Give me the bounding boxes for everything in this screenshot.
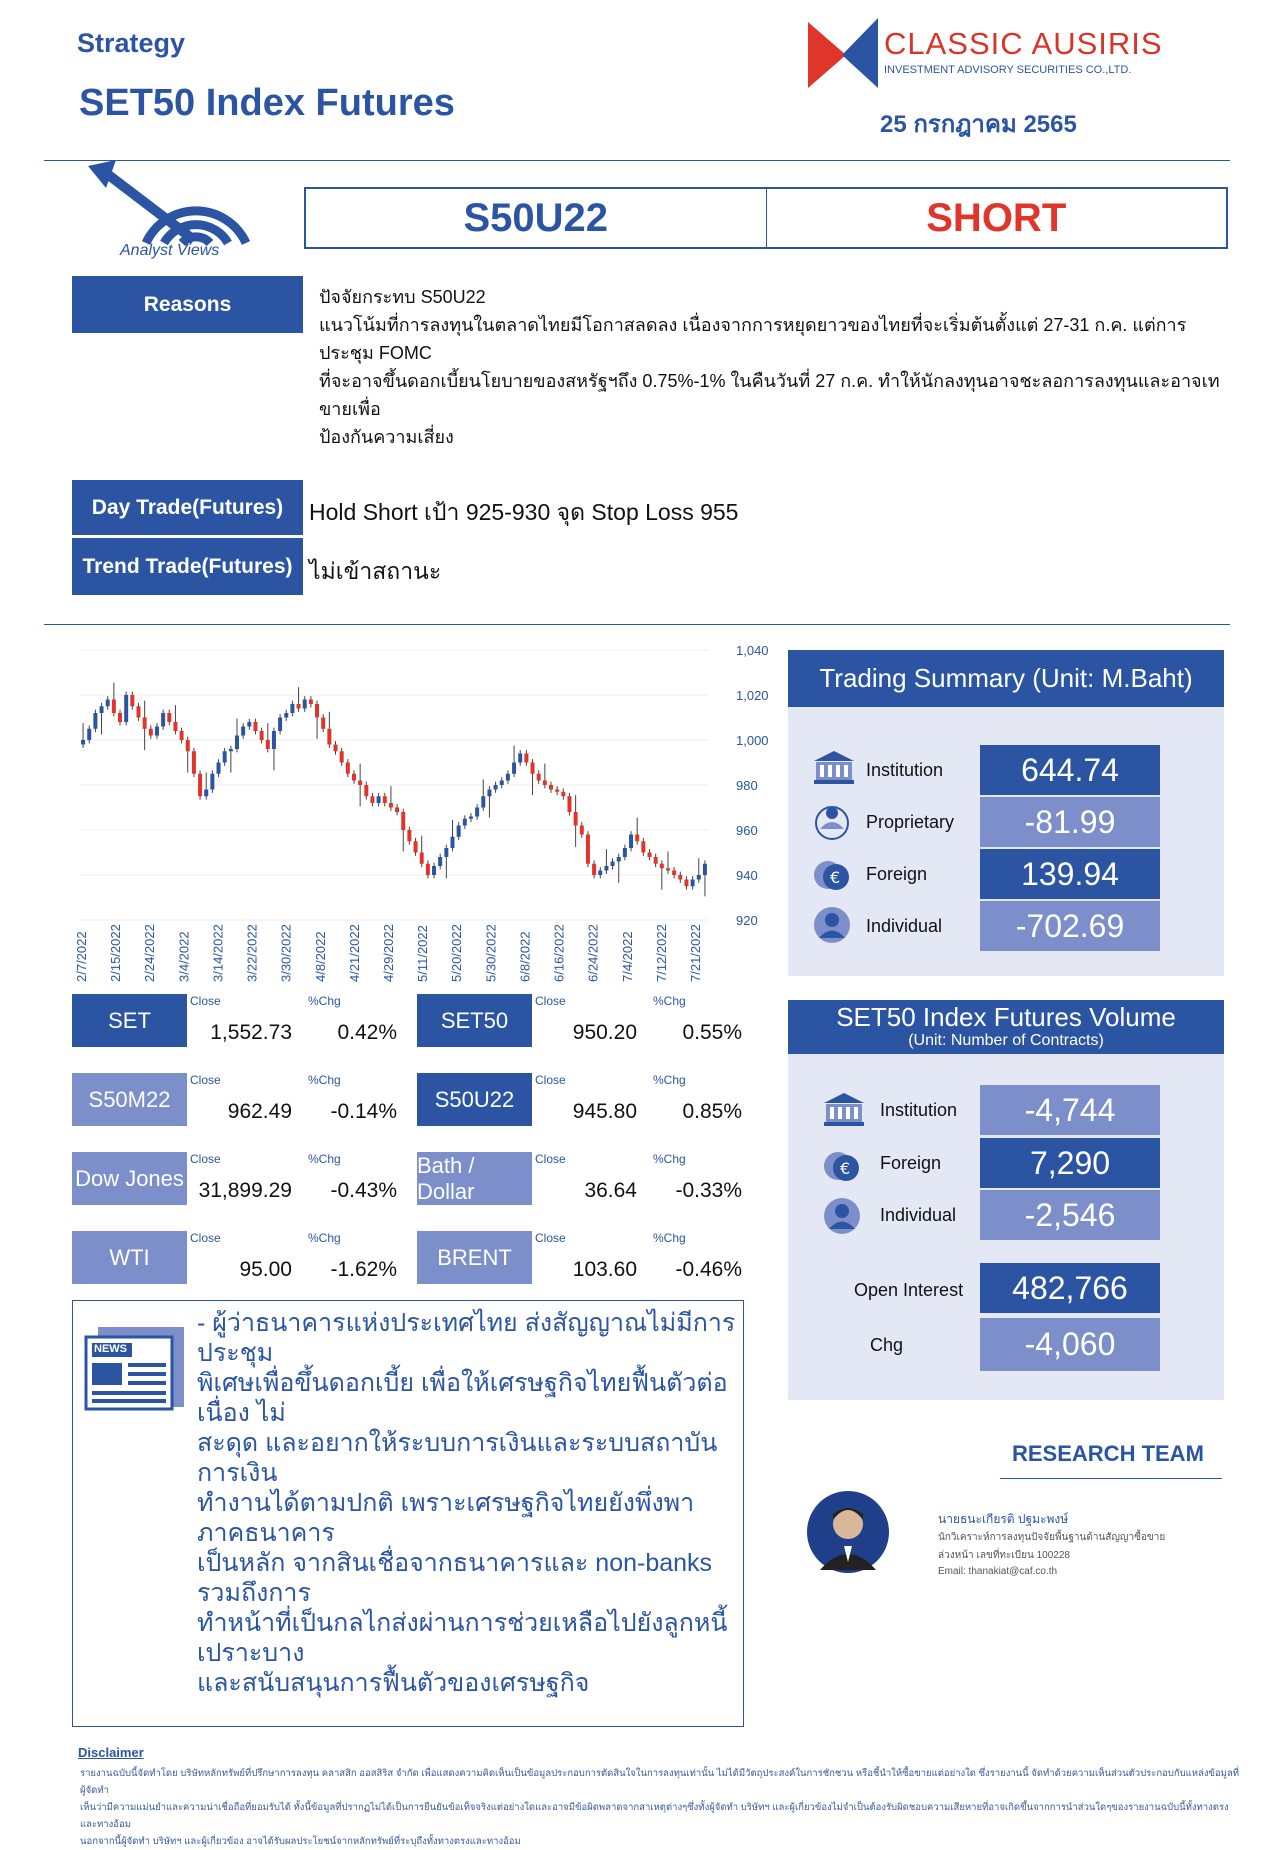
target-dart-icon [86,158,256,248]
candle-body [130,695,134,706]
candle-body [364,785,368,796]
reasons-label: Reasons [72,276,303,333]
candle-body [297,704,301,709]
candle-body [253,722,257,731]
individual-person-icon [812,905,852,950]
contract-code: S50U22 [306,189,767,247]
y-tick-label: 1,040 [736,643,769,658]
news-text [197,1308,737,1698]
close-value: 36.64 [584,1179,637,1202]
candle-body [543,781,547,786]
candle-body [481,796,485,807]
brand-subtitle: INVESTMENT ADVISORY SECURITIES CO.,LTD. [884,64,1132,76]
summary-row-value: -81.99 [980,797,1160,847]
candle-body [223,751,227,762]
news-line: ทำหน้าที่เป็นกลไกส่งผ่านการช่วยเหลือไปยังลูกหนี้เปราะบาง [197,1609,728,1667]
x-tick-label: 3/14/2022 [210,924,226,982]
y-tick-label: 960 [736,823,758,838]
pct-change-label: %Chg [308,1073,341,1087]
close-value: 95.00 [239,1258,292,1281]
x-tick-label: 7/21/2022 [688,924,703,982]
candle-body [512,763,516,774]
candle-body [635,835,639,842]
news-line: - ผู้ว่าธนาคารแห่งประเทศไทย ส่งสัญญาณไม่มีการประชุม [197,1309,736,1367]
candle-body [654,857,658,864]
candle-body [561,792,565,797]
x-tick-label: 2/15/2022 [108,924,124,982]
pct-change-label: %Chg [308,1152,341,1166]
summary-row-label: Foreign [866,864,928,884]
summary-row-value: 139.94 [980,849,1160,899]
candle-body [81,740,85,745]
candle-body [247,722,251,727]
volume-row-label: Institution [880,1100,958,1120]
brand-logo-icon [808,18,878,90]
market-name: S50M22 [72,1073,187,1126]
candle-body [155,727,159,736]
y-tick-label: 980 [736,778,758,793]
summary-row-label: Individual [866,916,943,936]
candle-body [309,700,313,705]
close-label: Close [535,1231,566,1245]
summary-row-value: -702.69 [980,901,1160,951]
y-tick-label: 920 [736,913,758,928]
y-tick-label: 1,000 [736,733,769,748]
close-value: 962.49 [227,1100,292,1123]
pct-change-label: %Chg [653,994,686,1008]
candle-body [358,781,362,786]
candle-body [580,826,584,835]
candle-body [217,763,221,774]
brand-name: CLASSIC AUSIRIS [884,26,1163,61]
candle-body [229,749,233,751]
open-interest-label: Open Interest [854,1280,964,1300]
disclaimer-title: Disclaimer [78,1745,144,1760]
foreign-money-icon [812,853,854,898]
volume-row-label: Foreign [880,1153,942,1173]
candle-body [500,781,504,786]
candle-body [426,864,430,875]
close-value: 945.80 [572,1100,637,1123]
market-name: S50U22 [417,1073,532,1126]
close-label: Close [190,1231,221,1245]
section-label: Strategy [77,28,186,58]
candle-body [494,785,498,790]
candle-body [438,857,442,866]
page-title: SET50 Index Futures [79,82,455,124]
disclaimer-text [80,1765,1240,1850]
candle-body [315,704,319,718]
pct-change-value: -0.46% [675,1258,742,1281]
close-label: Close [535,994,566,1008]
candle-body [518,754,522,763]
close-label: Close [535,1152,566,1166]
candle-body [617,857,621,862]
candle-body [684,880,688,887]
candle-body [444,848,448,857]
candle-body [567,796,571,812]
candle-body [531,763,535,774]
research-divider [1000,1478,1222,1479]
candle-body [93,713,97,729]
reason-line: ที่จะอาจขึ้นดอกเบี้ยนโยบายของสหรัฐฯถึง 0.75%-1% ในคืนวันที่ 27 ก.ค. ทำให้นักลงทุนอาจชะลอการลงทุนและอาจเทขายเพื่อ [319,371,1220,419]
candle-body [136,706,140,717]
candle-body [395,808,399,813]
candle-body [469,817,473,819]
market-name: BRENT [417,1231,532,1284]
candle-body [272,731,276,749]
candle-body [260,731,264,740]
candle-body [475,808,479,817]
candle-body [210,774,214,790]
market-name: SET50 [417,994,532,1047]
news-line: และสนับสนุนการฟื้นตัวของเศรษฐกิจ [197,1669,590,1697]
x-tick-label: 5/11/2022 [415,925,431,982]
candle-body [241,727,245,736]
volume-subtitle: (Unit: Number of Contracts) [908,1032,1104,1049]
research-team-title: RESEARCH TEAM [1012,1441,1204,1466]
close-value: 103.60 [572,1258,637,1281]
candle-body [703,864,707,875]
candle-body [432,866,436,875]
x-tick-label: 5/30/2022 [483,924,499,982]
disclaimer-line: นอกจากนี้ผู้จัดทำ บริษัทฯ และผู้เกี่ยวข้อง อาจได้รับผลประโยชน์จากหลักทรัพย์ที่ระบุถึงทั้งทางตรงและทางอ้อม [80,1836,521,1847]
candle-body [691,880,695,887]
summary-row-value: 644.74 [980,745,1160,795]
volume-row-value: -4,744 [980,1085,1160,1135]
x-tick-label: 5/20/2022 [449,924,465,982]
news-line: ทำงานได้ตามปกติ เพราะเศรษฐกิจไทยยังพึ่งพาภาคธนาคาร [197,1489,695,1547]
volume-row-value: -2,546 [980,1190,1160,1240]
trend-trade-label: Trend Trade(Futures) [72,538,303,595]
analyst-role: นักวิเคราะห์การลงทุนปัจจัยพื้นฐานด้านสัญญาซื้อขาย [938,1532,1166,1543]
candle-body [407,830,411,841]
candle-body [611,862,615,867]
candle-body [180,731,184,740]
x-tick-label: 7/12/2022 [653,924,669,982]
candle-body [660,864,664,869]
candle-body [100,706,104,713]
x-tick-label: 3/4/2022 [176,931,192,982]
candle-body [629,835,633,849]
pct-change-label: %Chg [308,1231,341,1245]
candle-body [598,871,602,876]
close-value: 31,899.29 [198,1179,292,1202]
close-value: 950.20 [572,1021,637,1044]
candle-body [173,722,177,731]
x-tick-label: 3/22/2022 [244,924,260,982]
market-name: SET [72,994,187,1047]
market-name: WTI [72,1231,187,1284]
candle-body [383,796,387,803]
candle-body [506,774,510,781]
x-tick-label: 4/21/2022 [346,924,362,982]
candle-body [87,729,91,740]
pct-change-value: 0.85% [682,1100,742,1123]
market-name: Dow Jones [72,1152,187,1205]
pct-change-value: -0.43% [330,1179,397,1202]
candle-body [204,790,208,797]
close-label: Close [190,994,221,1008]
candle-body [487,790,491,797]
x-tick-label: 6/24/2022 [585,924,601,982]
individual-person-icon [822,1196,862,1241]
x-tick-label: 6/16/2022 [551,924,567,982]
candle-body [346,763,350,774]
pct-change-label: %Chg [653,1231,686,1245]
pct-change-value: -0.33% [675,1179,742,1202]
candle-body [604,866,608,871]
candle-body [124,695,128,722]
news-line: เป็นหลัก จากสินเชื่อจากธนาคารและ non-banks รวมถึงการ [197,1549,713,1607]
pct-change-value: 0.55% [682,1021,742,1044]
x-tick-label: 2/24/2022 [142,924,158,982]
candle-body [186,740,190,751]
candle-body [284,713,288,718]
pct-change-value: -1.62% [330,1258,397,1281]
candle-body [450,837,454,848]
candle-body [574,812,578,826]
x-tick-label: 6/8/2022 [517,931,533,982]
candle-body [370,796,374,803]
day-trade-label: Day Trade(Futures) [72,480,303,535]
candle-body [167,713,171,722]
candle-body [303,700,307,709]
analyst-views-label: Analyst Views [120,242,220,259]
candle-body [623,848,627,857]
oi-change-value: -4,060 [980,1318,1160,1371]
x-tick-label: 4/8/2022 [312,931,328,982]
candle-body [678,875,682,880]
reason-line: แนวโน้มที่การลงทุนในตลาดไทยมีโอกาสลดลง เนื่องจากการหยุดยาวของไทยที่จะเริ่มต้นตั้งแต่ 27-31 ก.ค. แต่การประชุม FOMC [319,315,1187,363]
candle-body [161,713,165,727]
candle-body [352,774,356,781]
candle-body [334,745,338,752]
day-trade-text: Hold Short เป้า 925-930 จุด Stop Loss 955 [309,499,739,525]
close-value: 1,552.73 [210,1021,292,1044]
candle-body [592,864,596,875]
volume-row-value: 7,290 [980,1138,1160,1188]
pct-change-value: -0.14% [330,1100,397,1123]
trend-trade-text: ไม่เข้าสถานะ [309,558,442,584]
disclaimer-line: เห็นว่ามีความแม่นยำและความน่าเชื่อถือที่ยอมรับได้ ทั้งนี้ข้อมูลที่ปรากฏไม่ได้เป็นการยืนยันข้อเท็จจริงแต่อย่างใดและอาจมีข้อผิดพลาดจากสาเหตุต่างๆซึ่งทั้งผู้จัดทำ บริษัทฯ และผู้เกี่ยวข้องไม่จำเป็นต้องรับผิดชอบความเสียหายที่อาจเกิดขึ้นจากการนำส่วนใดๆของรายงานฉบับนี้ทั้งทางตรงและทางอ้อม [80,1802,1229,1830]
candle-body [555,790,559,792]
candle-body [666,868,670,870]
candle-body [586,835,590,864]
candle-body [143,718,147,729]
summary-row-label: Institution [866,760,944,780]
pct-change-label: %Chg [653,1152,686,1166]
candle-body [321,718,325,729]
reasons-text [319,283,1239,451]
candle-body [389,803,393,808]
section-divider [44,624,1230,625]
close-label: Close [535,1073,566,1087]
volume-title-bar [788,1000,1224,1054]
analyst-name: นายธนะเกียรติ ปฐมะพงษ์ [938,1512,1069,1526]
reason-line: ป้องกันความเสี่ยง [319,427,454,447]
candle-body [697,875,701,880]
oi-change-label: Chg [870,1335,904,1355]
analyst-license: ล่วงหน้า เลขที่ทะเบียน 100228 [938,1550,1070,1561]
y-tick-label: 940 [736,868,758,883]
candle-body [414,841,418,852]
reason-line: ปัจจัยกระทบ S50U22 [319,287,486,307]
candle-body [106,700,110,707]
x-tick-label: 4/29/2022 [381,924,396,982]
close-label: Close [190,1073,221,1087]
candle-body [537,774,541,781]
pct-change-value: 0.42% [337,1021,397,1044]
trading-summary-title: Trading Summary (Unit: M.Baht) [788,650,1224,707]
set50-candlestick-chart [68,630,778,990]
summary-row-label: Proprietary [866,812,955,832]
proprietary-group-icon [812,801,852,846]
candle-body [327,729,331,745]
news-line: สะดุด และอยากให้ระบบการเงินและระบบสถาบันการเงิน [197,1429,718,1487]
x-tick-label: 7/4/2022 [619,931,635,982]
svg-text:€: € [830,868,841,887]
institution-building-icon [812,749,856,790]
candle-body [401,812,405,830]
candle-body [235,736,239,750]
institution-building-icon [822,1091,866,1132]
candle-body [420,853,424,864]
analyst-email[interactable]: Email: thanakiat@caf.co.th [938,1566,1058,1577]
candle-body [377,796,381,803]
report-date: 25 กรกฎาคม 2565 [880,111,1077,138]
candle-body [290,704,294,713]
market-indices [72,994,752,1294]
candle-body [112,700,116,714]
candle-body [198,774,202,797]
market-name: Bath / Dollar [417,1152,532,1205]
candle-body [340,751,344,762]
newspaper-icon [84,1325,186,1411]
candle-body [672,871,676,876]
candle-body [648,853,652,858]
candle-body [524,754,528,763]
candle-body [266,740,270,749]
volume-title: SET50 Index Futures Volume [836,1002,1176,1032]
close-label: Close [190,1152,221,1166]
candle-body [463,819,467,826]
pct-change-label: %Chg [653,1073,686,1087]
svg-text:€: € [840,1159,851,1178]
signal-box [304,187,1228,249]
volume-row-label: Individual [880,1205,957,1225]
y-tick-label: 1,020 [736,688,769,703]
news-badge: NEWS [94,1343,127,1355]
candle-body [149,729,153,736]
candle-body [549,785,553,790]
news-line: พิเศษเพื่อขึ้นดอกเบี้ย เพื่อให้เศรษฐกิจไทยฟื้นตัวต่อเนื่อง ไม่ [197,1369,728,1427]
disclaimer-line: รายงานฉบับนี้จัดทำโดย บริษัทหลักทรัพย์ที่ปรึกษาการลงทุน คลาสสิก ออสสิริส จำกัด เพื่อแสดงความคิดเห็นเป็นข้อมูลประกอบการตัดสินใจในการลงทุนเท่านั้น ไม่ได้มีวัตถุประสงค์ในการชักชวน หรือชี้นำให้ซื้อขายแต่อย่างใด ซึ่งรายงานนี้ จัดทำด้วยความเห็นส่วนตัวประกอบกับแหล่งข้อมูลที่ผู้จัดทำ [80,1768,1240,1796]
foreign-money-icon [822,1144,864,1189]
candle-body [192,751,196,774]
x-tick-label: 2/7/2022 [74,931,89,982]
candle-body [457,826,461,837]
open-interest-value: 482,766 [980,1263,1160,1313]
pct-change-label: %Chg [308,994,341,1008]
x-tick-label: 3/30/2022 [278,924,294,982]
candle-body [278,718,282,732]
position-signal: SHORT [926,195,1067,240]
analyst-avatar [806,1490,890,1574]
candle-body [641,841,645,852]
candle-body [118,713,122,722]
